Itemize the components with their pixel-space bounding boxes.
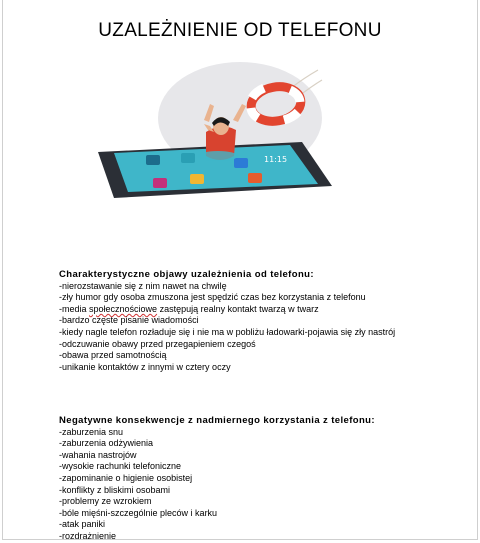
list-item: -nierozstawanie się z nim nawet na chwilę	[59, 280, 227, 291]
list-item	[59, 304, 395, 316]
list-item: -wahania nastrojów	[59, 449, 137, 460]
consequences-section	[59, 415, 375, 543]
list-item: -bóle mięśni-szczególnie pleców i karku	[59, 507, 218, 518]
consequences-heading: Negatywne konsekwencje z nadmiernego korzystania z telefonu:	[59, 415, 375, 426]
list-item: -konflikty z bliskimi osobami	[59, 484, 171, 495]
screen-time: 11:15	[264, 155, 288, 164]
list-item: -kiedy nagle telefon rozładuje się i nie ma w pobliżu ładowarki-pojawia się zły nastrój	[59, 326, 396, 337]
list-item: -odczuwanie obawy przed przegapieniem czegoś	[59, 338, 256, 349]
consequences-list	[59, 427, 375, 543]
list-item: -atak paniki	[59, 519, 106, 530]
list-item: -problemy ze wzrokiem	[59, 496, 152, 507]
list-item: -zapominanie o higienie osobistej	[59, 472, 193, 483]
spellcheck-underlined-word: społecznościowe	[89, 303, 158, 314]
list-item: -zaburzenia snu	[59, 426, 124, 437]
symptoms-heading: Charakterystyczne objawy uzależnienia od telefonu:	[59, 269, 314, 280]
symptoms-list	[59, 281, 395, 374]
list-item: -rozdrażnienie	[59, 530, 117, 541]
list-item: -zły humor gdy osoba zmuszona jest spędzić czas bez korzystania z telefonu	[59, 292, 366, 303]
page-title: UZALEŻNIENIE OD TELEFONU	[98, 19, 382, 41]
item-text: -media	[59, 303, 90, 314]
list-item: -unikanie kontaktów z innymi w cztery oczy	[59, 361, 231, 372]
list-item: -wysokie rachunki telefoniczne	[59, 461, 182, 472]
list-item: -obawa przed samotnością	[59, 350, 167, 361]
symptoms-section	[59, 269, 395, 373]
phone-addiction-illustration	[86, 60, 336, 200]
list-item: -zaburzenia odżywienia	[59, 438, 154, 449]
list-item: -bardzo częste pisanie wiadomości	[59, 315, 199, 326]
item-text: zastępują realny kontakt twarzą w twarz	[157, 303, 319, 314]
